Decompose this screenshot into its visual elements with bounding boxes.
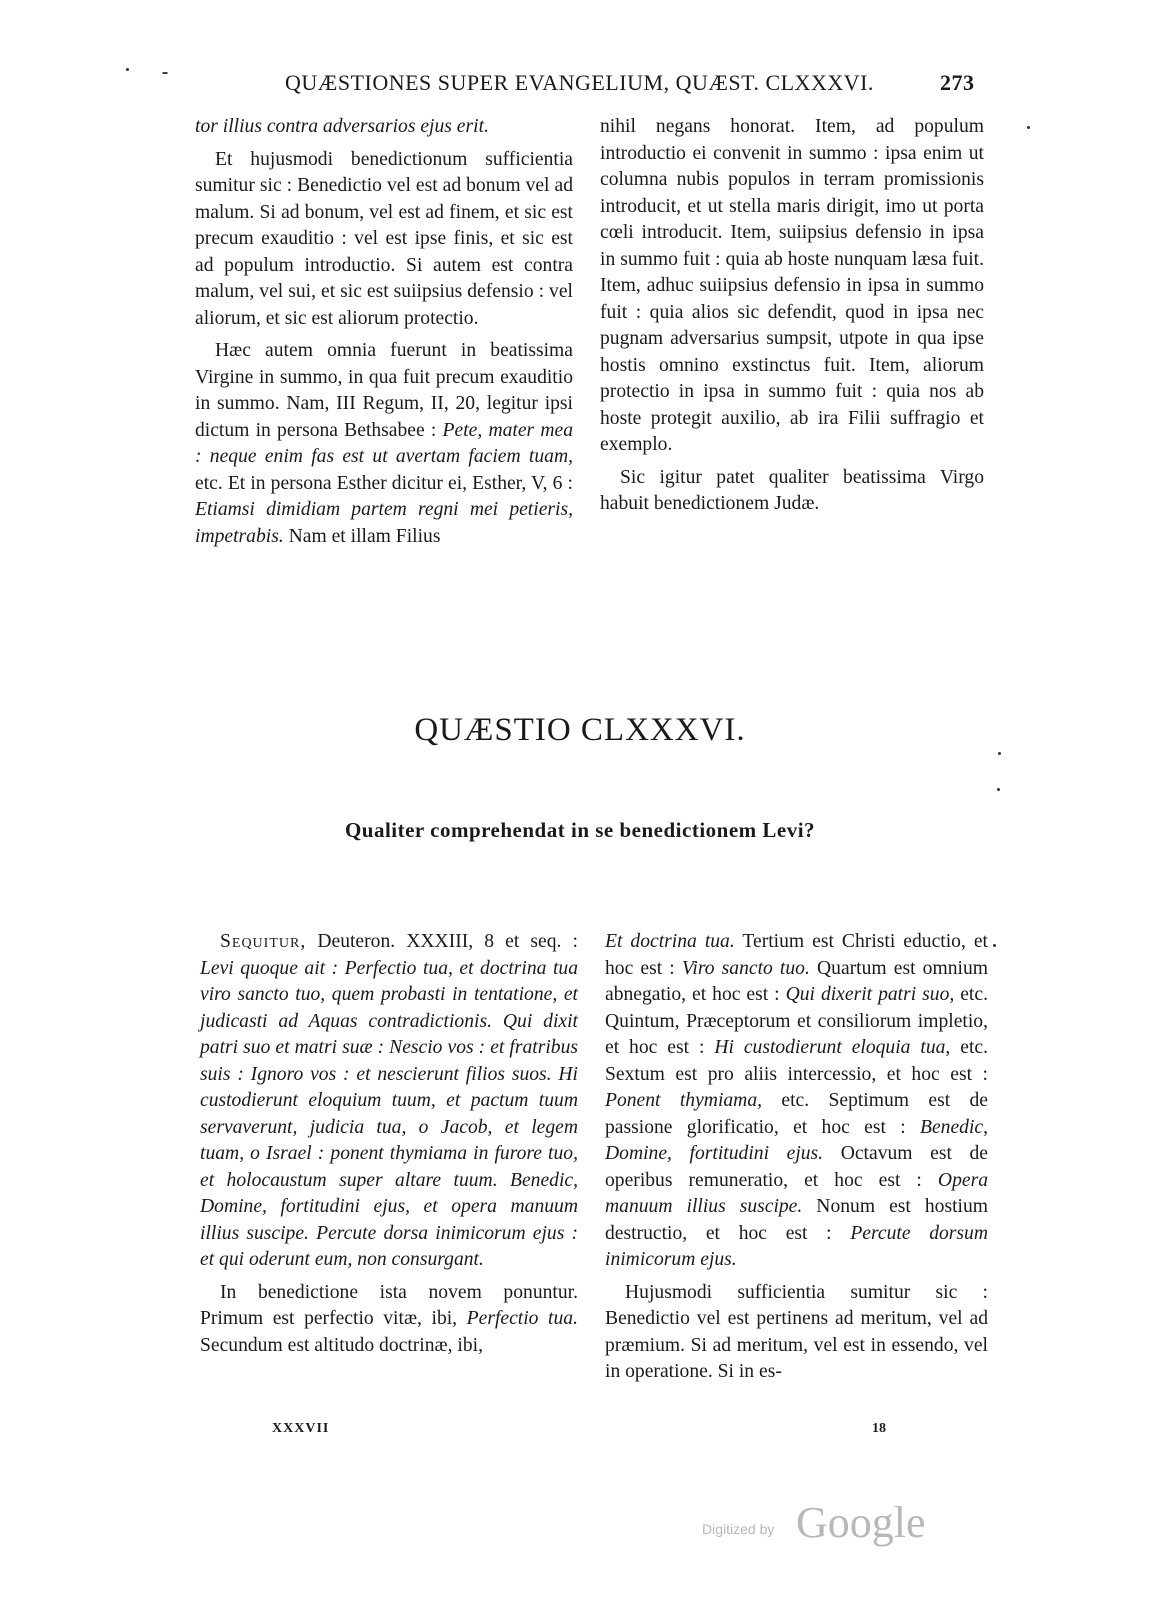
digitized-by-text: Digitized by (702, 1521, 775, 1537)
scan-speck (997, 788, 1000, 791)
question-title: QUÆSTIO CLXXXVI. (414, 712, 746, 748)
italic-quote: Levi quoque ait : Perfectio tua, et doctrina tua viro sancto tuo, quem probasti in tentatione, et judicasti ad Aquas contradictionis. Qui dixit patri suo et matri suæ : Nescio vos : et fratribus suis : Ignoro vos : et nescierunt filios suos. Hi custodierunt eloquium tuum, et pactum tuum servaverunt, judicia tua, o Jacob, et legem tuam, o Israel : ponent thymiama in furore tuo, et holocaustum super altare tuum. Benedic, Domine, fortitudini ejus, et opera manuum illius suscipe. Percute dorsa inimicorum ejus : et qui oderunt eum, non consurgant. (200, 957, 578, 1270)
body-text: etc. Quintum, Præceptorum et consiliorum impletio, et hoc est : (605, 984, 988, 1058)
scan-speck (126, 68, 129, 71)
italic-quote: Etiamsi dimidiam partem regni mei petieris, impetrabis. (195, 499, 573, 547)
scan-speck (162, 72, 168, 74)
italic-quote: Benedic, Domine, fortitudini ejus. (605, 1116, 988, 1164)
column-top-left (195, 114, 573, 550)
body-text: Nam et illam Filius (283, 525, 441, 547)
signature-mark: XXXVII (272, 1421, 330, 1436)
scan-speck (993, 944, 996, 947)
italic-text: tor illius contra adversarios ejus erit. (195, 116, 489, 137)
column-bottom-left (200, 929, 578, 1359)
paragraph-sic-igitur: Sic igitur patet qualiter beatissima Virgo habuit benedictionem Judæ. (600, 466, 984, 514)
italic-quote: Viro sancto tuo. (681, 957, 810, 979)
smallcaps-lead: Sequitur, (220, 931, 307, 952)
page-number: 273 (940, 70, 975, 95)
column-top-right (600, 114, 984, 518)
italic-quote: Et doctrina tua. (605, 931, 735, 952)
italic-quote: Qui dixerit patri suo, (785, 984, 955, 1005)
italic-quote: Perfectio tua. (466, 1308, 578, 1329)
paragraph-sufficientia: Et hujusmodi benedictionum sufficientia sumitur sic : Benedictio vel est ad bonum vel ad malum. Si ad bonum, vel est ad finem, et sic est precum exauditio : vel est ipse finis, et sic est ad populum introductio. Si autem est contra malum, vel sui, et sic est suiipsius defensio : vel aliorum, et sic est aliorum protectio. (195, 148, 573, 329)
body-text: Hæc autem omnia fuerunt in beatissima Virgine in summo, in qua fuit precum exauditio in summo. Nam, III Regum, II, 20, legitur ipsi dictum in persona Bethsabee : (195, 340, 573, 441)
running-header (0, 66, 1160, 100)
body-text: Tertium est Christi eductio, et hoc est : (605, 931, 988, 979)
italic-quote: Percute dorsum inimicorum ejus. (605, 1222, 989, 1270)
scan-speck (998, 752, 1001, 755)
italic-quote: Hi custodierunt eloquia tua, (714, 1037, 951, 1058)
column-bottom-right (605, 929, 988, 1386)
body-text: Quartum est omnium abnegatio, et hoc est : (605, 957, 988, 1005)
paragraph-haec-autem (195, 338, 573, 550)
paragraph-sequitur (200, 929, 578, 1274)
paragraph-nihil-negans: nihil negans honorat. Item, ad populum introductio ei convenit in summo : ipsa enim ut columna nubis populos in terram promissionis introducit, et ut stella maris dirigit, imo ut porta cœli introducit. Item, suiipsius defensio in ipsa in summo fuit : quia ab hoste nunquam læsa fuit. Item, adhuc suiipsius defensio in ipsa in summo fuit : quia alios sic defendit, quod in ipsa nec pugnam adversarius sumpsit, utpote in qua ipse hostis omnino exstinctus fuit. Item, aliorum protectio in ipsa in summo fuit : quia nos ab hoste protegit auxilio, ab ira Filii suffragio et exemplo. (600, 116, 984, 455)
google-logo: Google (796, 1498, 926, 1547)
body-text: Secundum est altitudo doctrinæ, ibi, (200, 1334, 483, 1356)
body-text: In benedictione ista novem ponuntur. Primum est perfectio vitæ, ibi, (200, 1281, 578, 1329)
body-text: Deuteron. XXXIII, 8 et seq. : (306, 931, 578, 952)
sheet-number: 18 (872, 1421, 886, 1436)
italic-quote: Ponent thymiama, (605, 1090, 763, 1111)
paragraph-hujusmodi: Hujusmodi sufficientia sumitur sic : Benedictio vel est pertinens ad meritum, vel ad præmium. Si ad meritum, vel est in essendo, vel in operatione. Si in es- (605, 1281, 988, 1382)
running-title: QUÆSTIONES SUPER EVANGELIUM, QUÆST. CLXXXVI. (285, 70, 874, 95)
body-text: etc. Septimum est de passione glorificatio, et hoc est : (605, 1090, 988, 1138)
question-subtitle: Qualiter comprehendat in se benedictionem Levi? (344, 818, 816, 842)
italic-quote: Opera manuum illius suscipe. (605, 1169, 988, 1217)
body-text: Nonum est hostium destructio, et hoc est : (605, 1196, 988, 1244)
body-text: Octavum est de operibus remuneratio, et hoc est : (605, 1143, 988, 1191)
italic-quote: Pete, mater mea : neque enim fas est ut avertam faciem tuam, (195, 419, 573, 467)
paragraph-in-benedictione (200, 1280, 578, 1360)
scan-speck (1027, 126, 1030, 129)
paragraph-continuation (195, 114, 573, 141)
body-text: etc. Sextum est pro aliis intercessio, et hoc est : (605, 1037, 988, 1085)
paragraph-et-doctrina (605, 929, 988, 1274)
body-text: etc. Et in persona Esther dicitur ei, Esther, V, 6 : (195, 472, 573, 494)
